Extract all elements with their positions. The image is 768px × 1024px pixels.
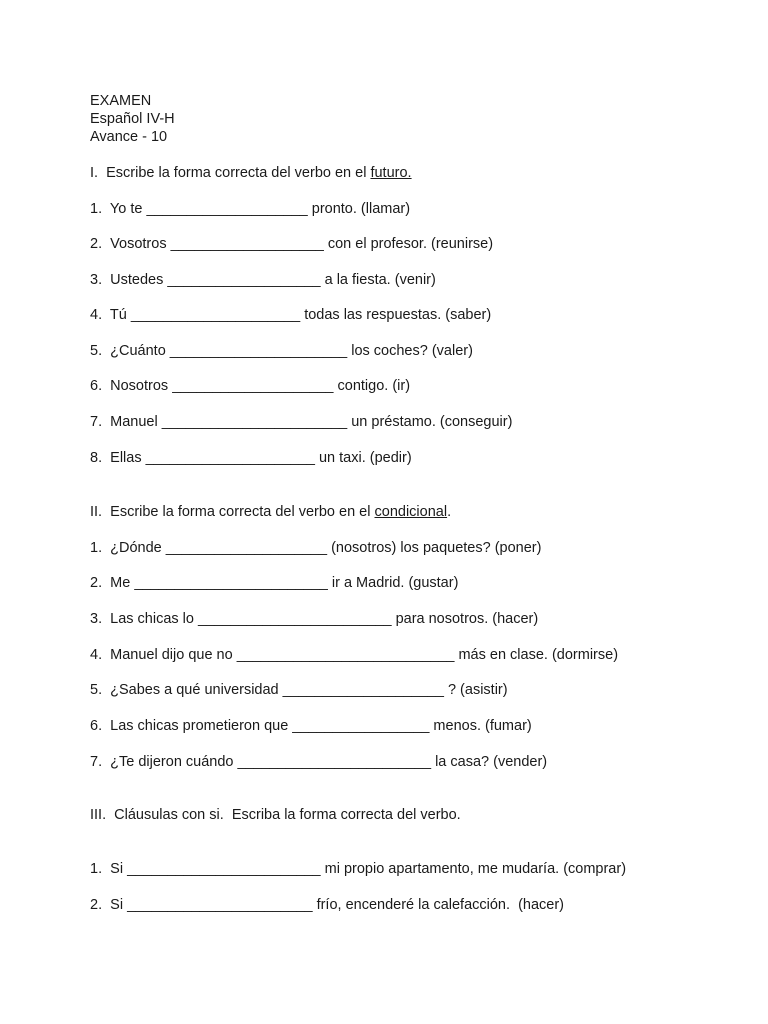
- section3-instruction: III. Cláusulas con si. Escriba la forma correcta del verbo.: [90, 807, 461, 823]
- section1-item-6: 6. Nosotros ____________________ contigo. (ir): [90, 378, 411, 394]
- section1-instruction-text: I. Escribe la forma correcta del verbo en el: [90, 165, 371, 181]
- section1-instruction: [90, 164, 412, 182]
- section1-item-3: 3. Ustedes ___________________ a la fiesta. (venir): [90, 272, 436, 288]
- section2-item-6: 6. Las chicas prometieron que _________________ menos. (fumar): [90, 718, 532, 734]
- section1-item-8: 8. Ellas _____________________ un taxi. (pedir): [90, 450, 412, 466]
- section2-item-3: 3. Las chicas lo ________________________ para nosotros. (hacer): [90, 611, 539, 627]
- section1-item-4: 4. Tú _____________________ todas las respuestas. (saber): [90, 307, 492, 323]
- section2-instruction-period: .: [447, 504, 452, 520]
- section3-item-2: 2. Si _______________________ frío, encenderé la calefacción. (hacer): [90, 897, 565, 913]
- exam-title: EXAMEN: [90, 93, 152, 109]
- course-name: Español IV-H: [90, 111, 175, 127]
- section2-item-4: 4. Manuel dijo que no ___________________________ más en clase. (dormirse): [90, 647, 619, 663]
- section2-item-1: 1. ¿Dónde ____________________ (nosotros) los paquetes? (poner): [90, 540, 542, 556]
- section2-item-5: 5. ¿Sabes a qué universidad ____________________ ? (asistir): [90, 682, 508, 698]
- section1-item-7: 7. Manuel _______________________ un préstamo. (conseguir): [90, 414, 513, 430]
- section2-tense-keyword: condicional: [374, 504, 448, 520]
- section2-instruction: [90, 503, 451, 521]
- section2-item-7: 7. ¿Te dijeron cuándo ________________________ la casa? (vender): [90, 754, 548, 770]
- unit-label: Avance - 10: [90, 129, 168, 145]
- section2-item-2: 2. Me ________________________ ir a Madrid. (gustar): [90, 575, 459, 591]
- section3-item-1: 1. Si ________________________ mi propio apartamento, me mudaría. (comprar): [90, 861, 627, 877]
- section2-instruction-text: II. Escribe la forma correcta del verbo en el: [90, 504, 375, 520]
- section1-item-1: 1. Yo te ____________________ pronto. (llamar): [90, 201, 411, 217]
- section1-item-5: 5. ¿Cuánto ______________________ los coches? (valer): [90, 343, 473, 359]
- section1-item-2: 2. Vosotros ___________________ con el profesor. (reunirse): [90, 236, 494, 252]
- section1-tense-keyword: futuro.: [370, 165, 412, 181]
